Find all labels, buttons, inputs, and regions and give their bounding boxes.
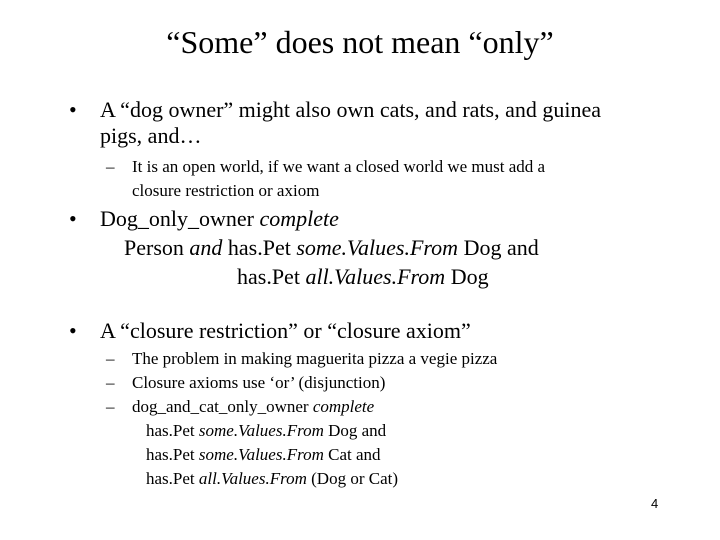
term-text: has.Pet (222, 235, 297, 260)
bullet-marker: • (69, 318, 77, 343)
bullet-marker: • (69, 206, 77, 231)
term-text: dog_and_cat_only_owner (132, 397, 313, 416)
bullet-text-line: pigs, and… (100, 123, 202, 148)
term-text: (Dog or Cat) (306, 469, 398, 488)
definition-line (100, 206, 339, 232)
subbullet-marker: – (106, 349, 115, 368)
subbullet-marker: – (106, 157, 115, 176)
term-text: has.Pet (146, 445, 199, 464)
keyword-text: complete (312, 397, 375, 416)
definition-line (124, 235, 539, 261)
term-text: has.Pet (146, 421, 199, 440)
keyword-text: all.Values.From (305, 264, 446, 289)
subbullet-text-line: It is an open world, if we want a closed world we must add a (132, 157, 546, 176)
subbullet-marker: – (106, 373, 115, 392)
term-text: Dog and (323, 421, 387, 440)
term-text: Dog and (458, 235, 539, 260)
slide-title: “Some” does not mean “only” (166, 24, 554, 60)
definition-line (132, 397, 374, 417)
bullet-text-line: A “closure restriction” or “closure axiom” (100, 318, 471, 343)
subbullet-text-line: The problem in making maguerita pizza a vegie pizza (132, 349, 498, 368)
subbullet-marker: – (106, 397, 115, 416)
definition-line (146, 445, 381, 465)
term-text: has.Pet (237, 264, 306, 289)
definition-line (146, 469, 398, 489)
bullet-marker: • (69, 97, 77, 122)
subbullet-text-line: closure restriction or axiom (132, 181, 320, 200)
keyword-text: some.Values.From (198, 445, 324, 464)
term-text: Dog (445, 264, 489, 289)
definition-line (237, 264, 489, 290)
term-text: Cat and (323, 445, 381, 464)
keyword-text: some.Values.From (296, 235, 459, 260)
keyword-text: all.Values.From (198, 469, 307, 488)
bullet-text-line: A “dog owner” might also own cats, and rats, and guinea (100, 97, 601, 122)
page-number: 4 (651, 496, 659, 511)
subbullet-text-line: Closure axioms use ‘or’ (disjunction) (132, 373, 386, 392)
term-text: Person (124, 235, 190, 260)
keyword-text: some.Values.From (198, 421, 324, 440)
term-text: has.Pet (146, 469, 199, 488)
keyword-text: and (189, 235, 223, 260)
term-text: Dog_only_owner (100, 206, 260, 231)
keyword-text: complete (259, 206, 339, 231)
definition-line (146, 421, 386, 441)
